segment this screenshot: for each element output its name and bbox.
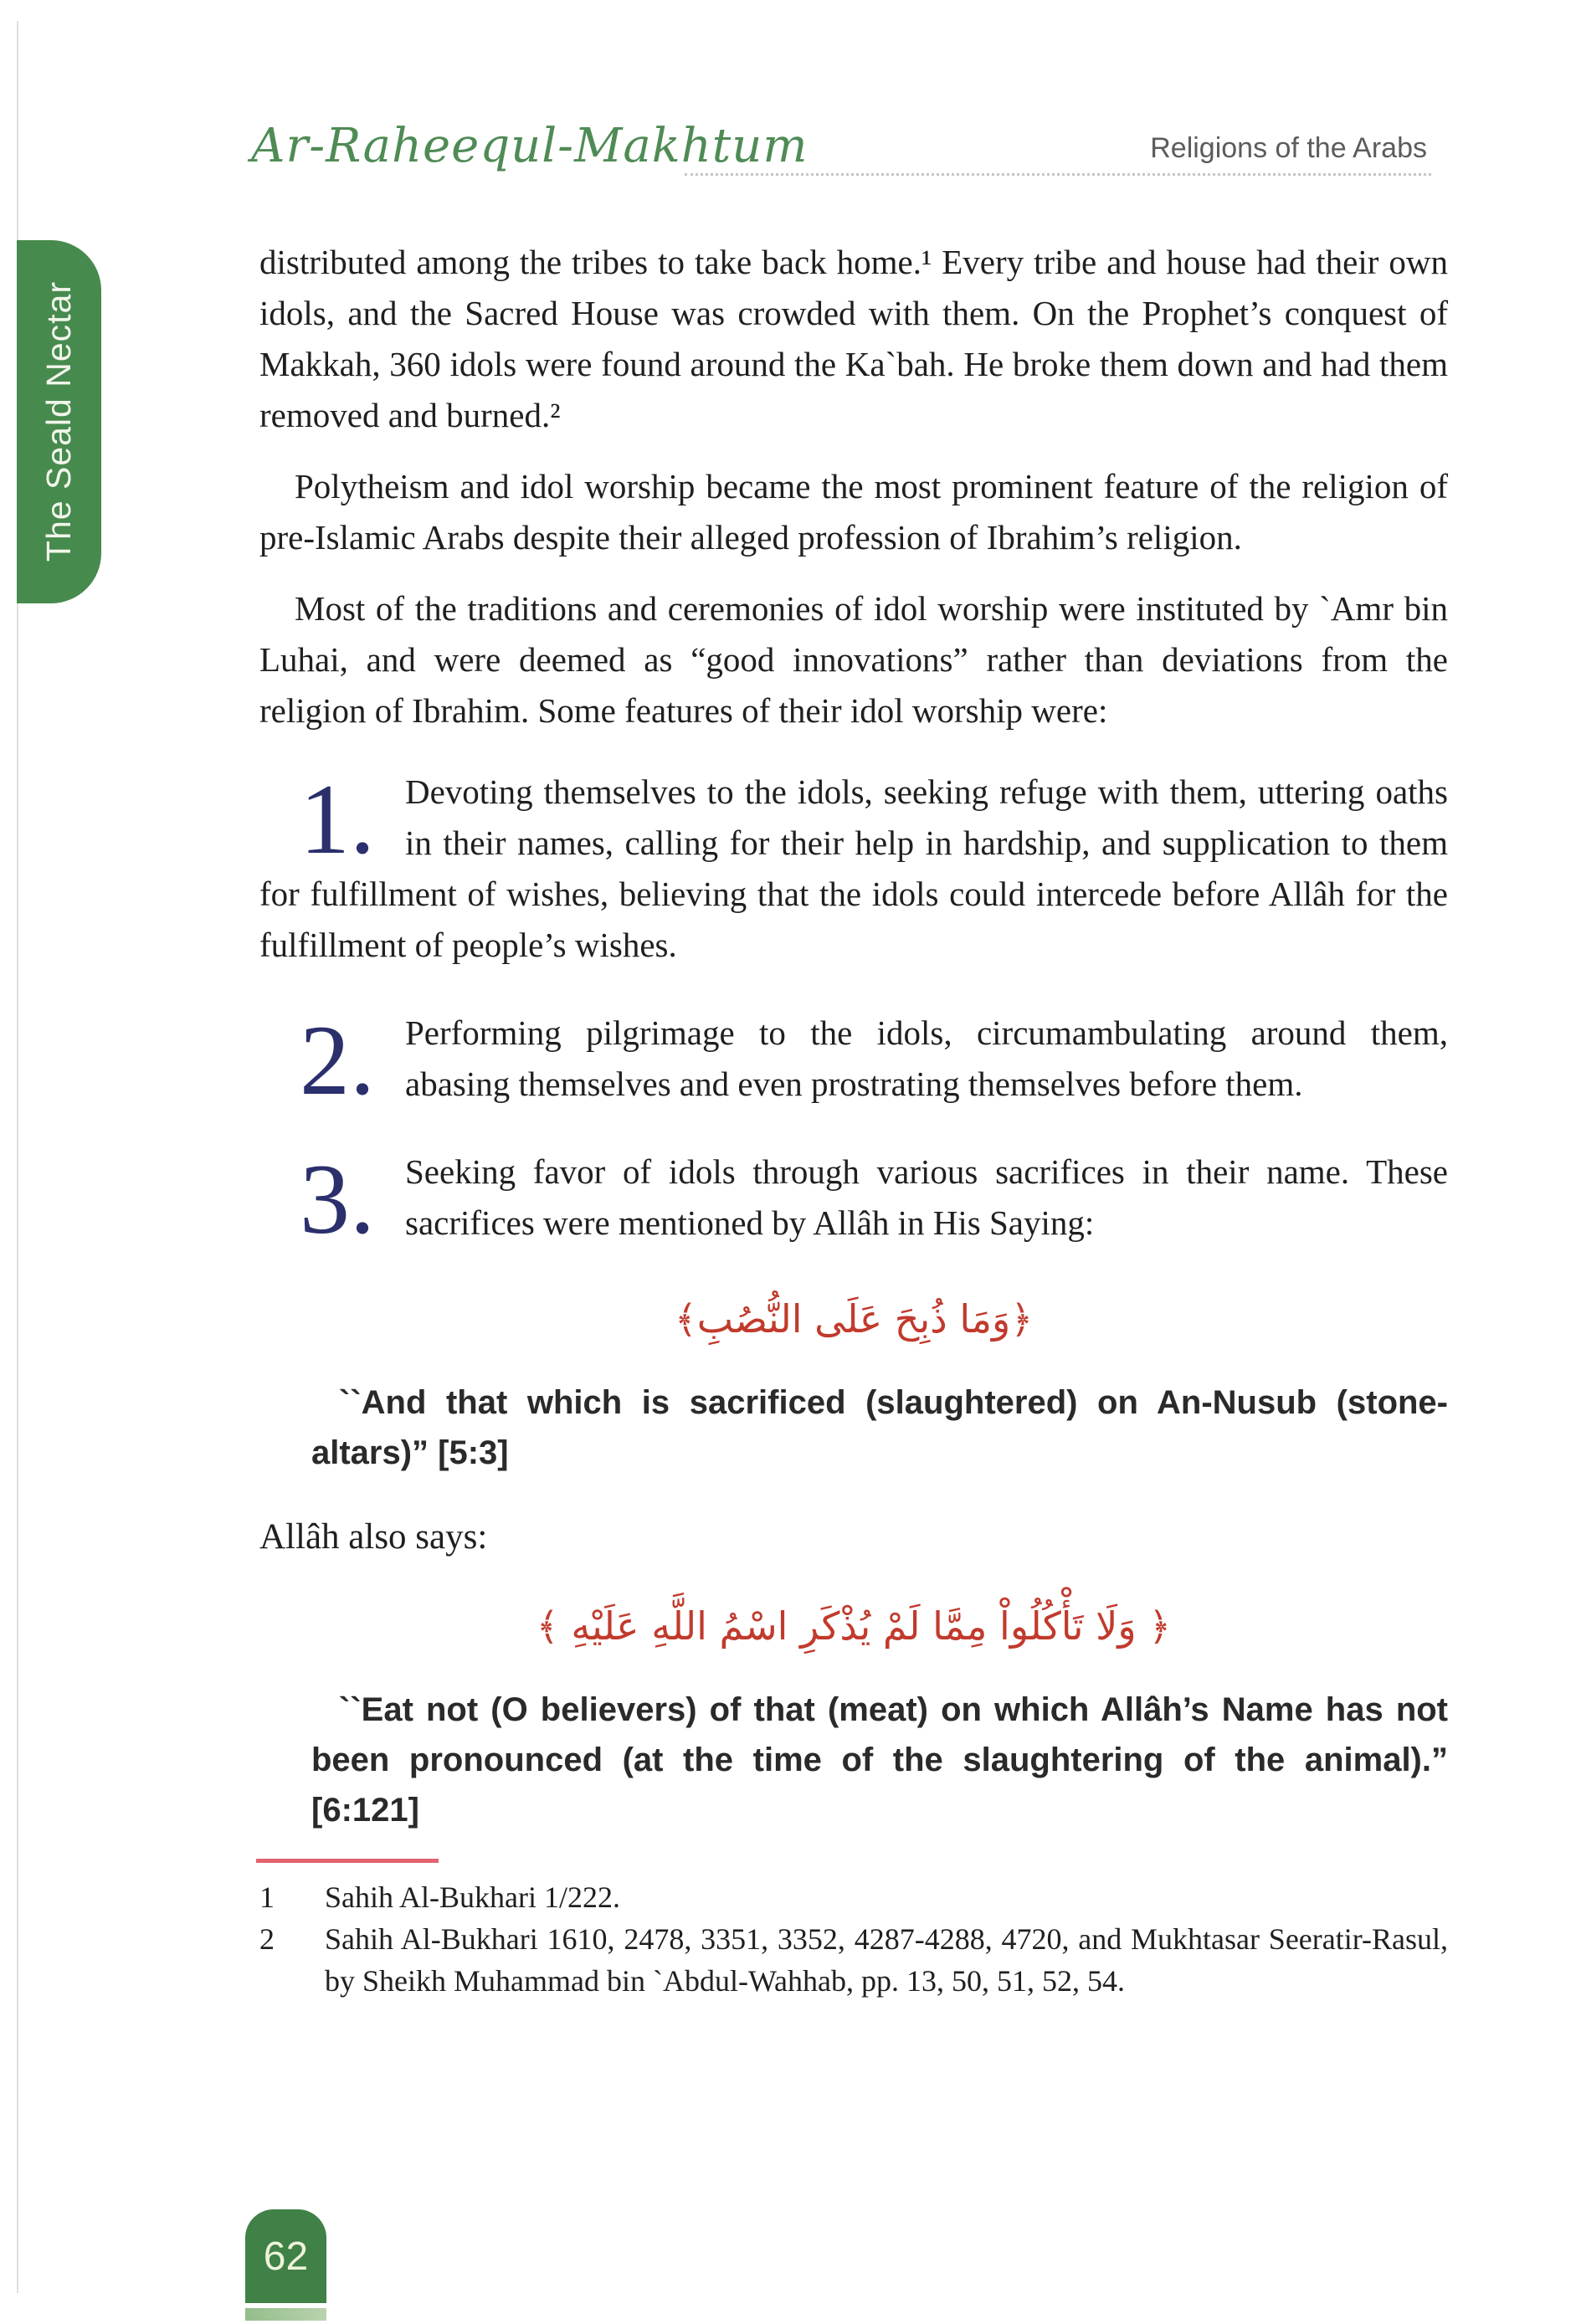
list-item-text: Seeking favor of idols through various sacrifices in their name. These sacrifices were mentioned by Allâh in His Saying: [405, 1152, 1448, 1242]
footnote-text: Sahih Al-Bukhari 1/222. [325, 1880, 620, 1914]
list-item-text: Performing pilgrimage to the idols, circumambulating around them, abasing themselves and even prostrating themselves before them. [405, 1013, 1448, 1103]
list-item-number: 3. [300, 1143, 375, 1254]
footnote-1 [259, 1876, 1448, 1918]
between-quotes-text: Allâh also says: [259, 1517, 488, 1557]
footnote-2 [259, 1918, 1448, 2002]
section-title: Religions of the Arabs [1150, 132, 1427, 164]
page-body [259, 237, 1448, 2002]
list-item-text: Devoting themselves to the idols, seeking refuge with them, uttering oaths in their names, calling for their help in hardship, and supplication to them for fulfillment of wishes, believing that the idols could intercede before Allâh for the fulfillment of people’s wishes. [259, 772, 1448, 964]
paragraph: distributed among the tribes to take back home.¹ Every tribe and house had their own idols, and the Sacred House was crowded with them. On the Prophet’s conquest of Makkah, 360 idols were found around the Ka`bah. He broke them down and had them removed and burned.² [259, 243, 1448, 434]
footnote-text: Sahih Al-Bukhari 1610, 2478, 3351, 3352, 4287-4288, 4720, and Mukhtasar Seeratir-Rasul, by Sheikh Muhammad bin `Abdul-Wahhab, pp. 13, 50, 51, 52, 54. [325, 1922, 1448, 1998]
list-item-2 [259, 1004, 1448, 1116]
paragraph: Most of the traditions and ceremonies of idol worship were instituted by `Amr bin Luhai, and were deemed as “good innovations” rather than deviations from the religion of Ibrahim. Some features of their idol worship were: [259, 589, 1448, 730]
list-item-number: 1. [300, 763, 375, 875]
quran-verse-translation-2: ``Eat not (O believers) of that (meat) on which Allâh’s Name has not been pronounced (at the time of the slaughtering of the animal).” [6:121] [311, 1691, 1448, 1829]
page-number: 62 [263, 2234, 309, 2279]
chapter-side-tab [17, 240, 101, 603]
footnote-separator-rule [256, 1859, 439, 1863]
list-item-3 [259, 1143, 1448, 1254]
list-item-number: 2. [300, 1004, 375, 1116]
quran-verse-arabic-2: ﴿ وَلَا تَأْكُلُواْ مِمَّا لَمْ يُذْكَرِ اسْمُ اللَّهِ عَلَيْهِ ﴾ [536, 1603, 1172, 1649]
book-title: Ar-Raheequl-Makhtum [251, 119, 809, 173]
header-dotted-rule [685, 153, 1431, 176]
list-item-1 [259, 763, 1448, 971]
chapter-side-tab-label: The Seald Nectar [39, 281, 78, 562]
page-number-box [245, 2209, 326, 2303]
page-number-footer-bar [245, 2308, 326, 2321]
quran-verse-arabic-1: ﴿وَمَا ذُبِحَ عَلَى النُّصُبِ﴾ [674, 1296, 1034, 1342]
footnote-number: 1 [259, 1880, 275, 1914]
quran-verse-translation-1: ``And that which is sacrificed (slaughtered) on An-Nusub (stone-altars)” [5:3] [311, 1384, 1448, 1471]
footnote-number: 2 [259, 1922, 275, 1956]
paragraph: Polytheism and idol worship became the most prominent feature of the religion of pre-Islamic Arabs despite their alleged profession of Ibrahim’s religion. [259, 467, 1448, 557]
